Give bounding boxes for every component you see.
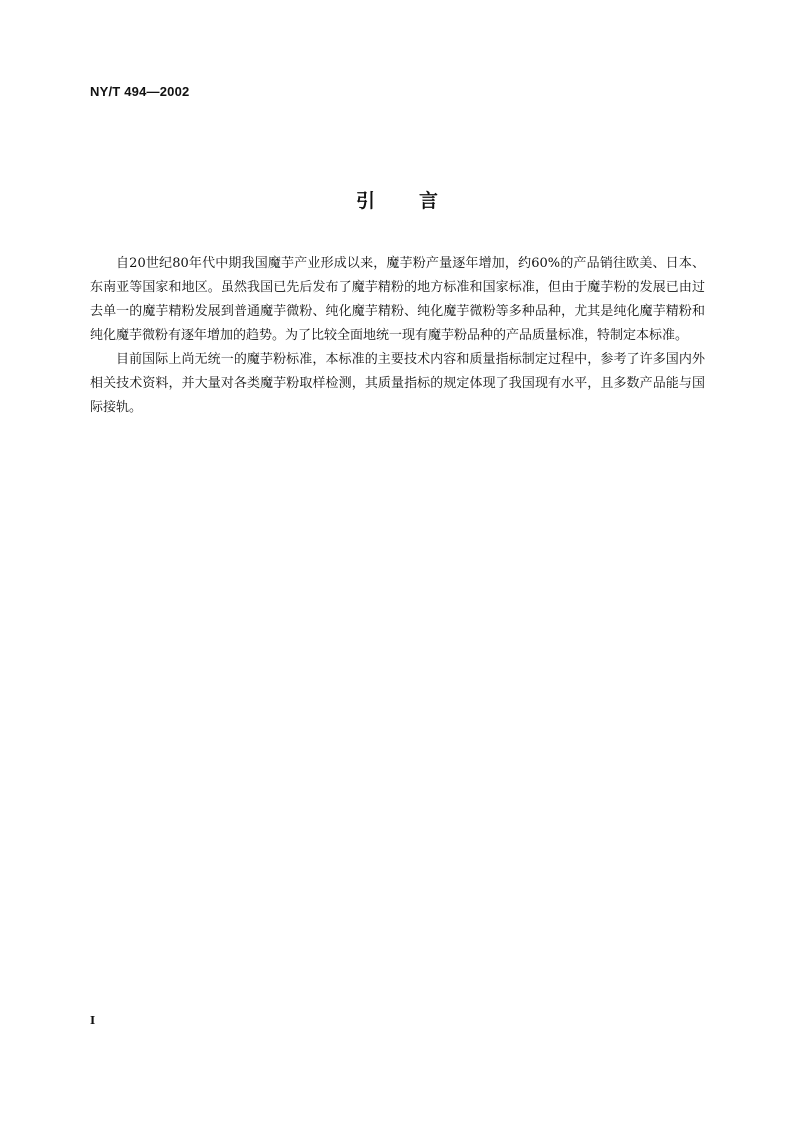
paragraph-1: 自20世纪80年代中期我国魔芋产业形成以来，魔芋粉产量逐年增加，约60%的产品销往欧美、日本、东南亚等国家和地区。虽然我国已先后发布了魔芋精粉的地方标准和国家标准，但由于魔芋粉的发展已由过去单一的魔芋精粉发展到普通魔芋微粉、纯化魔芋精粉、纯化魔芋微粉等多种品种，尤其是纯化魔芋精粉和纯化魔芋微粉有逐年增加的趋势。为了比较全面地统一现有魔芋粉品种的产品质量标准，特制定本标准。 <box>90 256 705 343</box>
paragraph-2: 目前国际上尚无统一的魔芋粉标准，本标准的主要技术内容和质量指标制定过程中，参考了许多国内外相关技术资料，并大量对各类魔芋粉取样检测，其质量指标的规定体现了我国现有水平，且多数产品能与国际接轨。 <box>90 352 705 415</box>
title-char-1: 引 <box>355 190 375 212</box>
page-number: I <box>90 1014 96 1027</box>
page-title <box>0 186 794 213</box>
title-char-2: 言 <box>419 190 439 212</box>
standard-code: NY/T 494—2002 <box>90 84 190 99</box>
body-text <box>90 252 705 420</box>
